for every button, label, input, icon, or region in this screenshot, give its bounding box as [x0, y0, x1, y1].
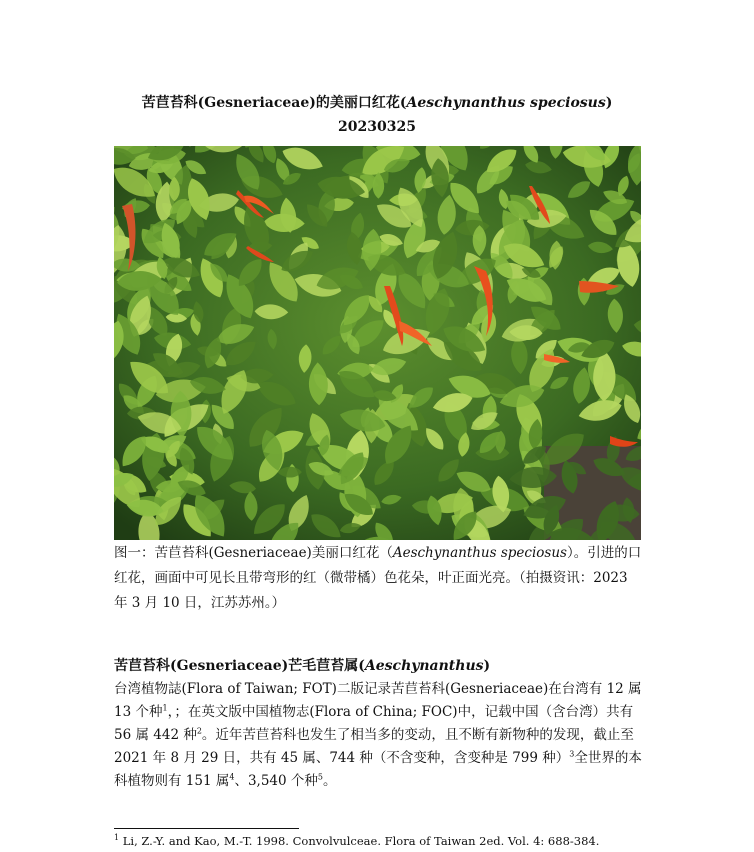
- document-title: 苦苣苔科(Gesneriaceae)的美丽口红花(Aeschynanthus speciosus): [141, 95, 613, 111]
- footnote-1: $^1$ Li, Z.-Y. and Kao, M.-T. 1998. Convolvulceae. Flora of Taiwan 2ed. Vol. 4: 688-384.: [114, 833, 600, 848]
- footnote-ref-3[interactable]: 3: [569, 749, 575, 759]
- footnote-divider: [114, 828, 299, 829]
- plant-photo-drawing: [114, 146, 641, 540]
- body-paragraph: 台湾植物誌(Flora of Taiwan; FOT)二版记录苦苣苔科(Gesneriaceae)在台湾有 12 属 13 个种$^1$，；在英文版中国植物志(Flora of China; FOC)中，记载中国（含台湾）共有 56 属 442 种$^2$。近年苦苣苔科也发生了相当多的变动，且不断有新物种的发现，截止至 2021 年 8 月 29 日，共有 45 属、744 种（不含变种，含变种是 799 种）$^3$全世界的本科植物则有 151 属$^4$、3,540 个种$^5$。: [114, 681, 642, 789]
- footnote-ref-5[interactable]: 5: [317, 772, 323, 782]
- title-latin-name: Aeschynanthus speciosus: [406, 95, 606, 111]
- photo-caption: 图一：苦苣苔科(Gesneriaceae)美丽口红花（Aeschynanthus speciosus）。引进的口红花，画面中可见长且带弯形的红（微带橘）色花朵，叶正面光亮。（拍摄资讯：2023 年 3 月 10 日，江苏苏州。）: [114, 545, 642, 611]
- section-heading: 苦苣苔科(Gesneriaceae)芒毛苣苔属(Aeschynanthus): [114, 658, 491, 674]
- footnote-number: 1: [114, 833, 120, 843]
- footnote-ref-1[interactable]: 1: [162, 703, 168, 713]
- document-date: 20230325: [338, 119, 416, 135]
- footnote-ref-4[interactable]: 4: [229, 772, 235, 782]
- plant-photo: [114, 146, 641, 540]
- heading-latin-name: Aeschynanthus: [364, 658, 484, 674]
- caption-latin-name: Aeschynanthus speciosus: [392, 545, 567, 561]
- footnote-ref-2[interactable]: 2: [196, 726, 202, 736]
